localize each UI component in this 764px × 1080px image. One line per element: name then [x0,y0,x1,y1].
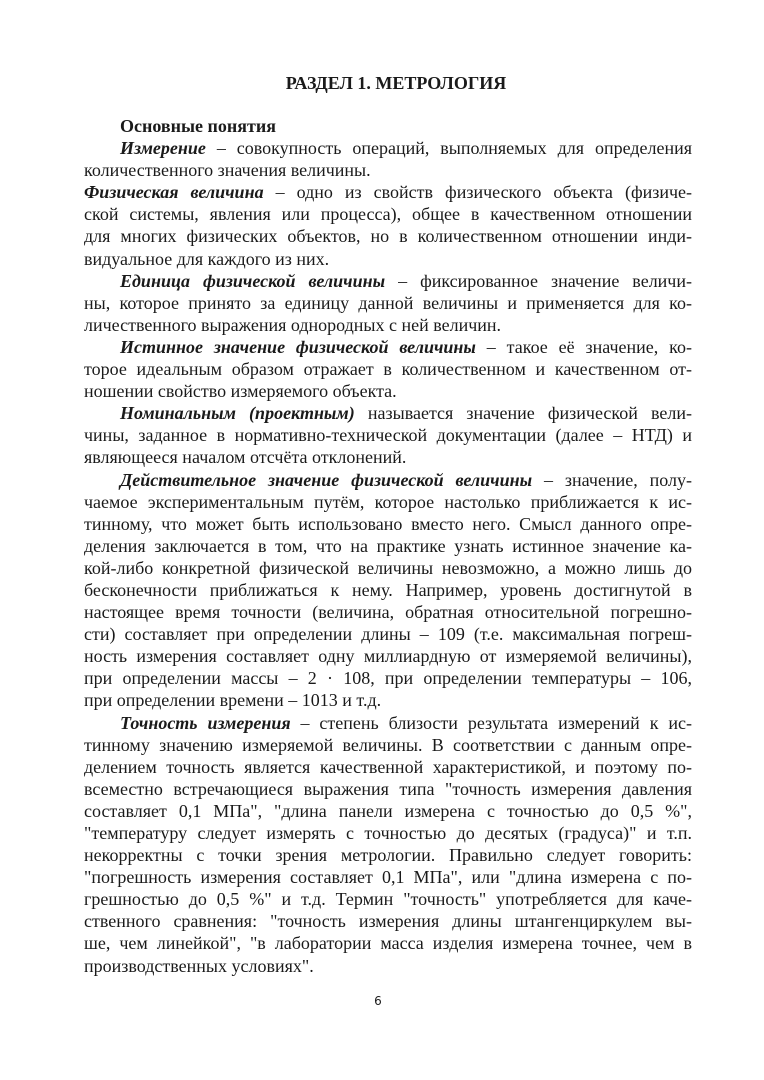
line-text: – значение, полу- [532,469,693,490]
text-line [84,689,692,711]
text-line [84,402,692,424]
definition-paragraph [84,402,692,468]
defined-term: Точность измерения [120,712,291,733]
text-line [84,888,692,910]
line-text: – степень близости результата измерений к ис- [290,712,692,733]
text-line [84,579,692,601]
line-text: составляет 0,1 МПа", "длина панели измерена с точностью до 0,5 %", [84,800,692,821]
text-line [84,601,692,623]
text-line [84,248,692,270]
line-text: ственного сравнения: "точность измерения длины штангенциркулем вы- [84,911,692,932]
text-line [84,336,692,358]
line-text: количественного значения величины. [84,160,371,181]
line-text: при определении массы – 2 · 108, при определении температуры – 106, [84,668,692,689]
subsection-heading: Основные понятия [120,116,276,136]
defined-term: Номинальным (проектным) [120,403,355,424]
line-text: видуальное для каждого из них. [84,248,330,269]
text-line [84,623,692,645]
text-line [84,314,692,336]
line-text: – фиксированное значение величи- [385,270,692,291]
text-line [84,778,692,800]
line-text: называется значение физической вели- [354,403,692,424]
text-line [84,557,692,579]
text-line [84,491,692,513]
line-text: грешностью до 0,5 %" и т.д. Термин "точность" употребляется для каче- [84,889,692,910]
defined-term: Единица физической величины [120,270,386,291]
line-text: "погрешность измерения составляет 0,1 МПа", или "длина измерена с по- [84,867,692,888]
definition-paragraph [84,270,692,336]
text-line [84,667,692,689]
defined-term: Измерение [120,138,206,159]
line-text: делением точность является качественной характеристикой, и поэтому по- [84,756,692,777]
line-text: чаемое экспериментальным путём, которое настолько приближается к ис- [84,491,692,512]
text-line [84,800,692,822]
line-text: тинному, что может быть использовано вместо него. Смысл данного опре- [84,513,692,534]
text-line [84,181,692,203]
text-line [84,469,692,491]
line-text: сти) составляет при определении длины – 109 (т.е. максимальная погреш- [84,624,692,645]
line-text: ношении свойство измеряемого объекта. [84,381,397,402]
text-line [84,292,692,314]
line-text: настоящее время точности (величина, обратная относительной погрешно- [84,602,692,623]
defined-term: Действительное значение физической величины [120,469,533,490]
text-line [84,822,692,844]
text-line [84,734,692,756]
line-text: ность измерения составляет одну миллиардную от измеряемой величины), [84,646,692,667]
definition-paragraph [84,336,692,402]
definition-paragraph [84,712,692,977]
text-line [84,910,692,932]
line-text: ше, чем линейкой", "в лаборатории масса изделия измерена точнее, чем в [84,933,692,954]
line-text: ской системы, явления или процесса), общее в качественном отношении [84,204,692,225]
defined-term: Физическая величина [84,182,264,203]
text-line [84,424,692,446]
line-text: личественного выражения однородных с ней величин. [84,314,502,335]
line-text: при определении времени – 1013 и т.д. [84,690,382,711]
line-text: – такое её значение, ко- [475,336,692,357]
text-line [84,645,692,667]
page-number: 6 [374,994,382,1008]
text-line [84,844,692,866]
line-text: тинному значению измеряемой величины. В соответствии с данным опре- [84,734,692,755]
line-text: "температуру следует измерять с точностью до десятых (градуса)" и т.п. [84,823,692,843]
text-line [84,756,692,778]
text-line [84,446,692,468]
line-text: для многих физических объектов, но в количественном отношении инди- [84,226,692,247]
text-line [84,358,692,380]
line-text: – совокупность операций, выполняемых для определения [205,138,692,159]
definition-paragraph [84,181,692,269]
text-line [84,932,692,954]
definition-paragraph [84,469,692,712]
line-text: кой-либо конкретной физической величины невозможно, а можно лишь до [84,557,692,578]
line-text: ны, которое принято за единицу данной величины и применяется для ко- [84,292,692,313]
line-text: торое идеальным образом отражает в количественном и качественном от- [84,359,692,380]
text-line [84,535,692,557]
text-line [84,380,692,402]
line-text: – одно из свойств физического объекта (физиче- [263,182,693,203]
defined-term: Истинное значение физической величины [120,336,476,357]
text-line [84,159,692,181]
text-line [84,955,692,977]
line-text: чины, заданное в нормативно-технической документации (далее – НТД) и [84,425,692,446]
text-line [84,270,692,292]
text-line [84,712,692,734]
line-text: деления заключается в том, что на практике узнать истинное значение ка- [84,535,692,556]
text-line [84,137,692,159]
line-text: всеместно встречающиеся выражения типа "точность измерения давления [84,778,692,799]
text-line [84,866,692,888]
text-line [84,513,692,535]
section-title: РАЗДЕЛ 1. МЕТРОЛОГИЯ [285,73,507,93]
line-text: являющееся началом отсчёта отклонений. [84,447,407,468]
definition-paragraph [84,137,692,181]
text-line [84,225,692,247]
line-text: бесконечности приближаться к нему. Например, уровень достигнутой в [84,579,692,600]
text-line [84,203,692,225]
document-body [84,115,692,977]
line-text: производственных условиях". [84,955,314,976]
line-text: некорректны с точки зрения метрологии. Правильно следует говорить: [84,845,692,866]
